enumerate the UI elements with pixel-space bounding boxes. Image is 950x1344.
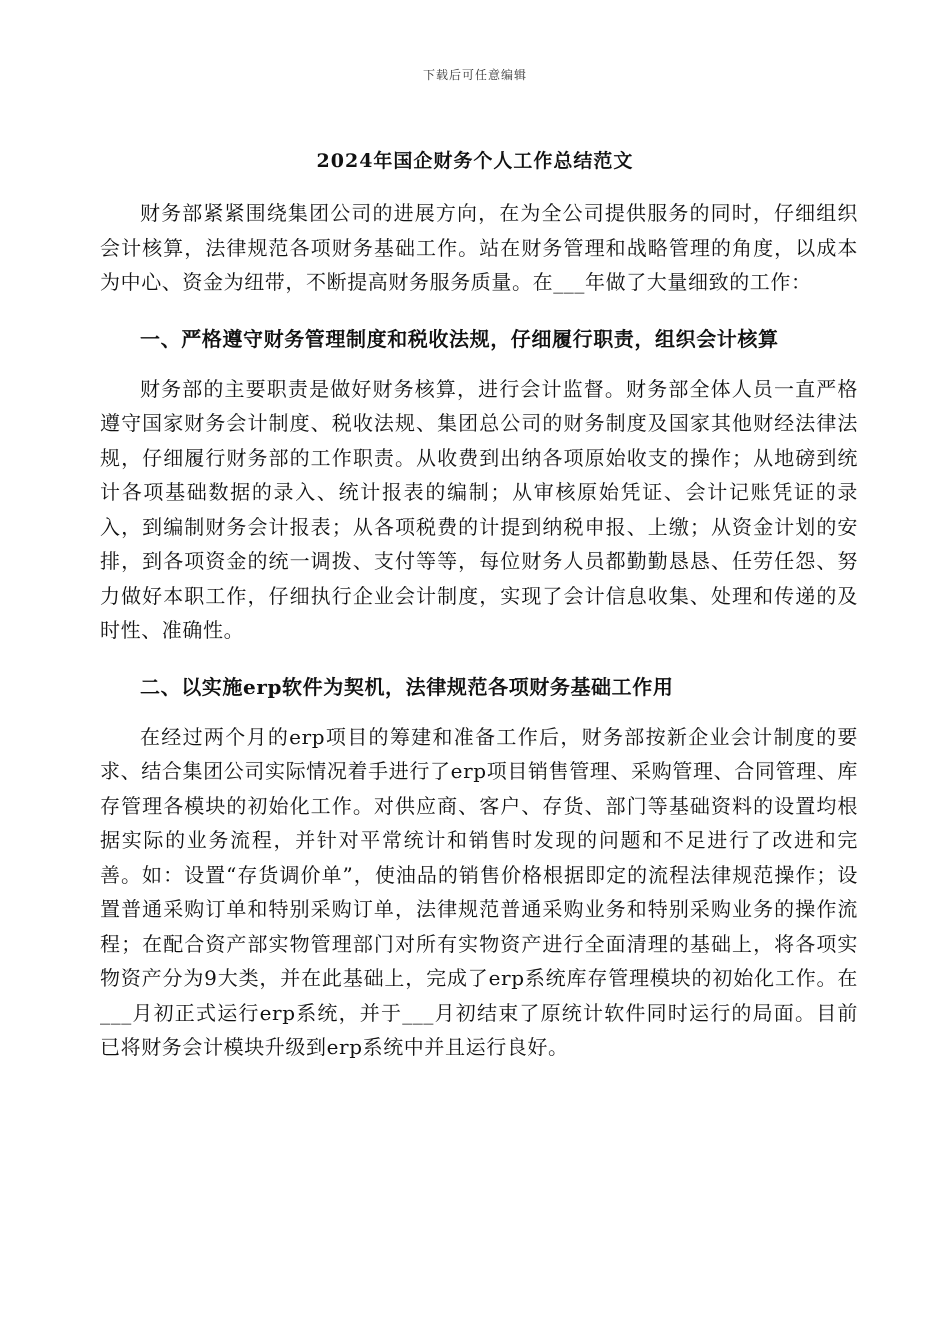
section-2-heading: 二、以实施erp软件为契机，法律规范各项财务基础工作用 xyxy=(140,674,674,699)
section-1-paragraph: 财务部的主要职责是做好财务核算，进行会计监督。财务部全体人员一直严格遵守国家财务会计制度、税收法规、集团总公司的财务制度及国家其他财经法律法规，仔细履行财务部的工作职责。从收费到出纳各项原始收支的操作；从地磅到统计各项基础数据的录入、统计报表的编制；从审核原始凭证、会计记账凭证的录入，到编制财务会计报表；从各项税费的计提到纳税申报、上缴；从资金计划的安排，到各项资金的统一调拨、支付等等，每位财务人员都勤勤恳恳、任劳任怨、努力做好本职工作，仔细执行企业会计制度，实现了会计信息收集、处理和传递的及时性、准确性。 xyxy=(100,376,858,642)
page-header-note: 下载后可任意编辑 xyxy=(422,68,527,82)
section-2-paragraph: 在经过两个月的erp项目的筹建和准备工作后，财务部按新企业会计制度的要求、结合集团公司实际情况着手进行了erp项目销售管理、采购管理、合同管理、库存管理各模块的初始化工作。对供应商、客户、存货、部门等基础资料的设置均根据实际的业务流程，并针对平常统计和销售时发现的问题和不足进行了改进和完善。如：设置“存货调价单”，使油品的销售价格根据即定的流程法律规范操作；设置普通采购订单和特别采购订单，法律规范普通采购业务和特别采购业务的操作流程；在配合资产部实物管理部门对所有实物资产进行全面清理的基础上，将各项实物资产分为9大类，并在此基础上，完成了erp系统库存管理模块的初始化工作。在___月初正式运行erp系统，并于___月初结束了原统计软件同时运行的局面。目前已将财务会计模块升级到erp系统中并且运行良好。 xyxy=(100,724,858,1059)
intro-paragraph: 财务部紧紧围绕集团公司的进展方向，在为全公司提供服务的同时，仔细组织会计核算，法律规范各项财务基础工作。站在财务管理和战略管理的角度，以成本为中心、资金为纽带，不断提高财务服务质量。在___年做了大量细致的工作： xyxy=(100,201,858,294)
document-title: 2024年国企财务个人工作总结范文 xyxy=(316,150,634,172)
document-body xyxy=(100,196,858,1065)
section-1-heading: 一、严格遵守财务管理制度和税收法规，仔细履行职责，组织会计核算 xyxy=(140,326,779,351)
